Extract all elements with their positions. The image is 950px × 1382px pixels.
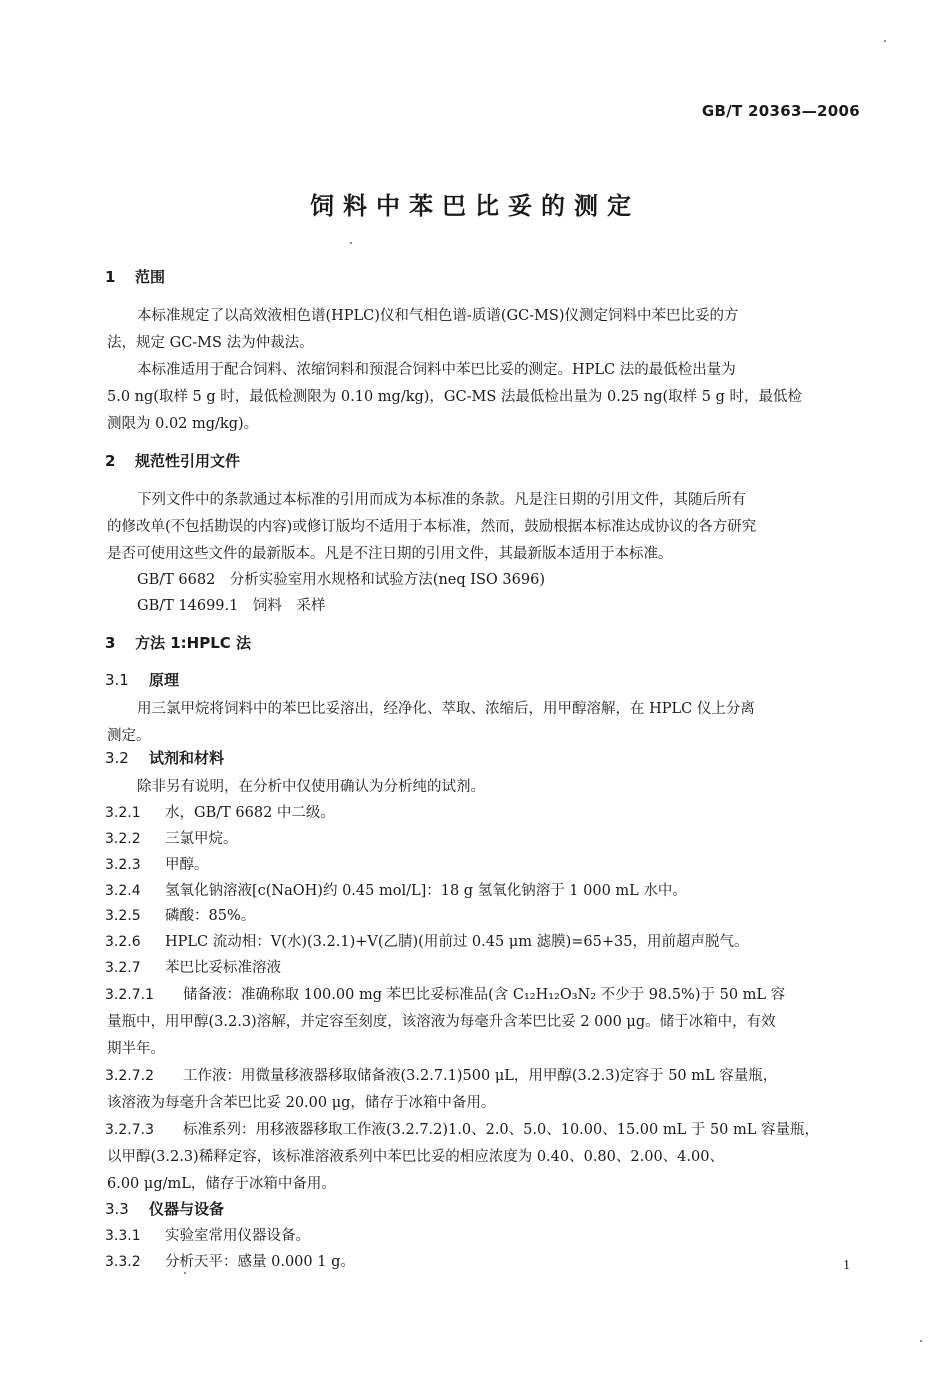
- subsection-3-1-heading: [105, 669, 179, 690]
- subsection-number: 3.1: [105, 671, 129, 689]
- page-number: 1: [843, 1258, 850, 1273]
- scan-speck: [920, 1340, 922, 1342]
- paragraph-line: 本标准适用于配合饲料、浓缩饲料和预混合饲料中苯巴比妥的测定。HPLC 法的最低检出量为: [137, 362, 736, 378]
- paragraph-line: 下列文件中的条款通过本标准的引用而成为本标准的条款。凡是注日期的引用文件，其随后所有: [137, 492, 746, 508]
- item-text: 工作液：用微量移液器移取储备液(3.2.7.1)500 μL，用甲醇(3.2.3)定容于 50 mL 容量瓶，: [183, 1068, 778, 1084]
- item-number: 3.3.1: [105, 1228, 141, 1244]
- section-title: 范围: [135, 268, 166, 286]
- item-number: 3.2.7.2: [105, 1068, 154, 1084]
- section-title: 规范性引用文件: [135, 452, 241, 470]
- paragraph-line: 该溶液为每毫升含苯巴比妥 20.00 μg，储存于冰箱中备用。: [107, 1095, 496, 1111]
- item-text: 实验室常用仪器设备。: [165, 1228, 310, 1244]
- item-number: 3.2.1: [105, 805, 141, 821]
- list-item: [105, 1250, 355, 1271]
- subsection-3-2-heading: [105, 747, 224, 768]
- paragraph-line: 用三氯甲烷将饲料中的苯巴比妥溶出，经净化、萃取、浓缩后，用甲醇溶解，在 HPLC 仪上分离: [137, 701, 755, 717]
- paragraph-line: 除非另有说明，在分析中仅使用确认为分析纯的试剂。: [137, 779, 485, 795]
- list-item: [105, 853, 209, 874]
- subsection-title: 试剂和材料: [149, 749, 225, 767]
- paragraph-line: 期半年。: [107, 1041, 165, 1057]
- item-number: 3.2.5: [105, 908, 141, 924]
- section-number: 3: [105, 634, 116, 652]
- paragraph-line: 5.0 ng(取样 5 g 时，最低检测限为 0.10 mg/kg)，GC-MS 法最低检出量为 0.25 ng(取样 5 g 时，最低检: [107, 389, 803, 405]
- subsection-title: 仪器与设备: [149, 1200, 225, 1218]
- list-item: [105, 1064, 777, 1085]
- list-item: [105, 930, 748, 951]
- subsection-3-3-heading: [105, 1198, 224, 1219]
- item-number: 3.3.2: [105, 1254, 141, 1270]
- item-number: 3.2.4: [105, 883, 141, 899]
- item-text: 甲醇。: [165, 857, 209, 873]
- paragraph-line: 测定。: [107, 728, 151, 744]
- item-number: 3.2.7.3: [105, 1122, 154, 1138]
- item-text: 苯巴比妥标准溶液: [165, 960, 281, 976]
- item-number: 3.2.7: [105, 960, 141, 976]
- paragraph-line: 测限为 0.02 mg/kg)。: [107, 416, 259, 432]
- section-title: 方法 1:HPLC 法: [135, 634, 251, 652]
- document-title: 饲料中苯巴比妥的测定: [310, 192, 640, 220]
- section-3-heading: [105, 632, 251, 653]
- paragraph-line: 以甲醇(3.2.3)稀释定容，该标准溶液系列中苯巴比妥的相应浓度为 0.40、0.80、2.00、4.00、: [107, 1149, 724, 1165]
- list-item: [105, 956, 281, 977]
- scan-speck: [184, 1272, 186, 1274]
- paragraph-line: 6.00 μg/mL，储存于冰箱中备用。: [107, 1176, 336, 1192]
- list-item: [105, 827, 238, 848]
- section-1-heading: [105, 266, 165, 287]
- paragraph-line: 的修改单(不包括勘误的内容)或修订版均不适用于本标准，然而，鼓励根据本标准达成协议的各方研究: [107, 519, 757, 535]
- item-number: 3.2.2: [105, 831, 141, 847]
- item-text: 三氯甲烷。: [165, 831, 238, 847]
- item-text: 磷酸：85%。: [165, 908, 256, 924]
- list-item: [105, 904, 255, 925]
- scan-speck: [884, 40, 886, 42]
- item-number: 3.2.3: [105, 857, 141, 873]
- item-text: HPLC 流动相：V(水)(3.2.1)+V(乙腈)(用前过 0.45 μm 滤膜)=65+35，用前超声脱气。: [165, 934, 749, 950]
- item-text: 储备液：准确称取 100.00 mg 苯巴比妥标准品(含 C₁₂H₁₂O₃N₂ 不少于 98.5%)于 50 mL 容: [183, 987, 786, 1003]
- list-item: [105, 879, 687, 900]
- list-item: [105, 1118, 819, 1139]
- section-2-heading: [105, 450, 240, 471]
- list-item: [105, 801, 335, 822]
- subsection-number: 3.3: [105, 1200, 129, 1218]
- standard-code: GB/T 20363—2006: [701, 102, 860, 120]
- item-text: 分析天平：感量 0.000 1 g。: [165, 1254, 355, 1270]
- item-text: 标准系列：用移液器移取工作液(3.2.7.2)1.0、2.0、5.0、10.00、15.00 mL 于 50 mL 容量瓶，: [183, 1122, 819, 1138]
- list-item: [105, 983, 785, 1004]
- section-number: 2: [105, 452, 116, 470]
- paragraph-line: 量瓶中，用甲醇(3.2.3)溶解，并定容至刻度，该溶液为每毫升含苯巴比妥 2 000 μg。储于冰箱中，有效: [107, 1014, 776, 1030]
- paragraph-line: 本标准规定了以高效液相色谱(HPLC)仪和气相色谱-质谱(GC-MS)仪测定饲料中苯巴比妥的方: [137, 308, 739, 324]
- subsection-number: 3.2: [105, 749, 129, 767]
- section-number: 1: [105, 268, 116, 286]
- paragraph-line: 是否可使用这些文件的最新版本。凡是不注日期的引用文件，其最新版本适用于本标准。: [107, 546, 673, 562]
- paragraph-line: 法，规定 GC-MS 法为仲裁法。: [107, 335, 314, 351]
- item-text: 水，GB/T 6682 中二级。: [165, 805, 335, 821]
- item-number: 3.2.6: [105, 934, 141, 950]
- normative-reference: GB/T 6682 分析实验室用水规格和试验方法(neq ISO 3696): [137, 572, 545, 588]
- scan-speck: [350, 242, 352, 244]
- normative-reference: GB/T 14699.1 饲料 采样: [137, 598, 326, 614]
- item-text: 氢氧化钠溶液[c(NaOH)约 0.45 mol/L]：18 g 氢氧化钠溶于 1 000 mL 水中。: [165, 883, 687, 899]
- list-item: [105, 1224, 310, 1245]
- subsection-title: 原理: [149, 671, 180, 689]
- item-number: 3.2.7.1: [105, 987, 154, 1003]
